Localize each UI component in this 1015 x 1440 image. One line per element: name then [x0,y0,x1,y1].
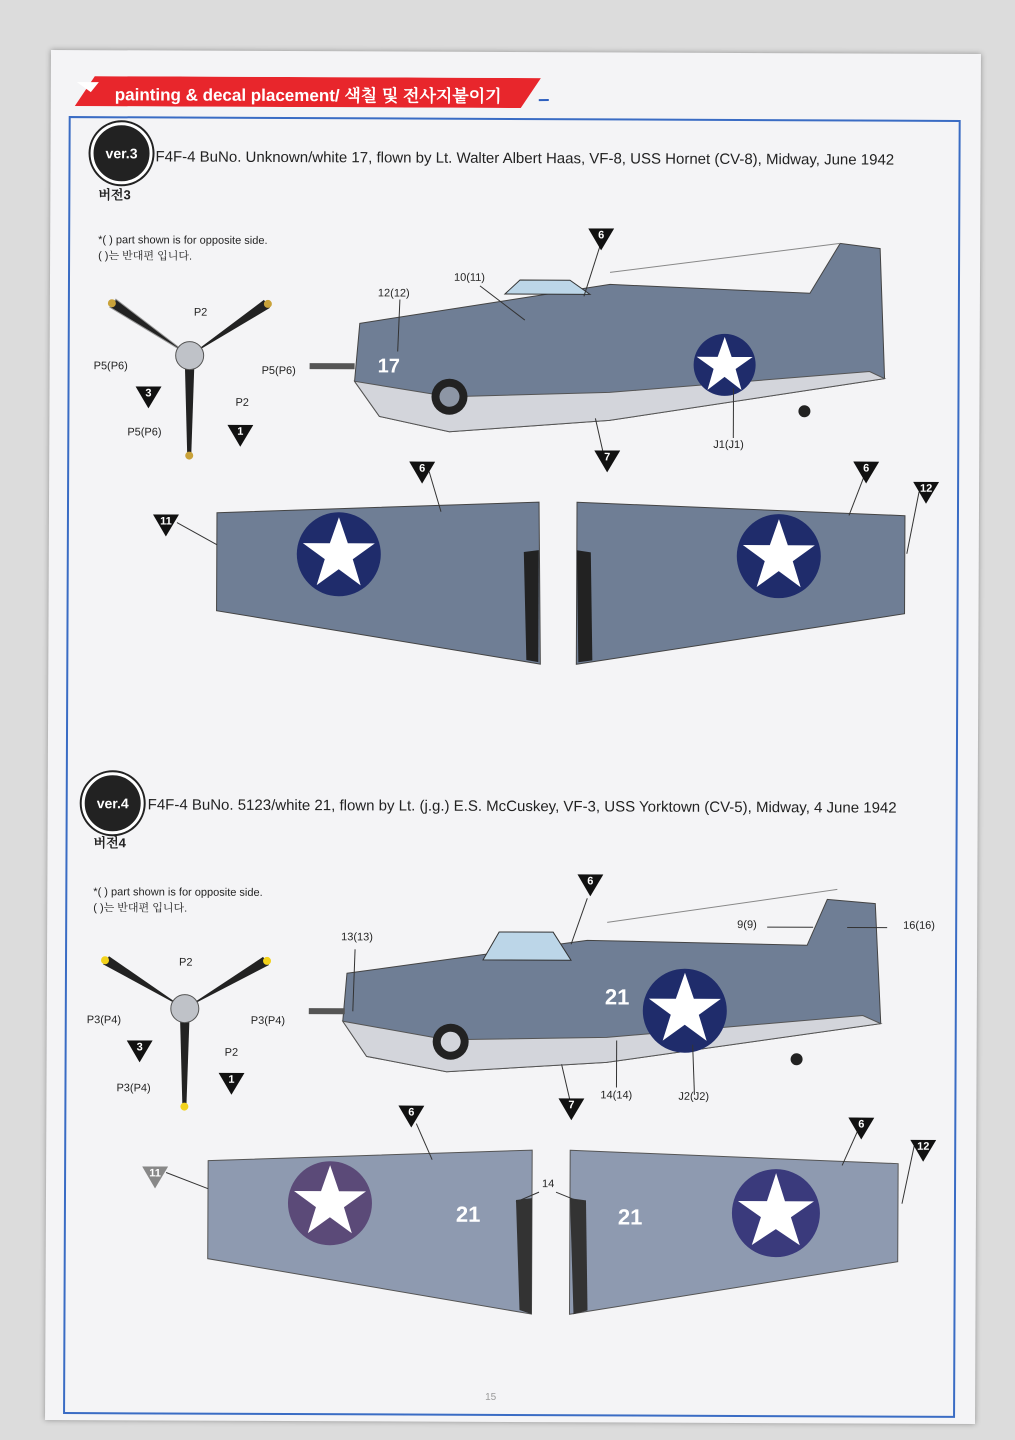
step-marker: 6 [577,874,603,896]
step-marker: 1 [218,1073,244,1095]
step-marker: 7 [594,450,620,472]
propeller-blade [101,956,185,1008]
decal-label: J1(J1) [713,438,744,452]
header-title: painting & decal placement/ 색칠 및 전사지붙이기 [114,85,502,106]
prop-label: P2 [224,1046,239,1059]
prop-label: P2 [235,396,249,409]
ver4-fuselage-side [309,887,882,1073]
prop-label: P5(P6) [127,426,162,439]
step-marker: 7 [558,1098,584,1120]
step-marker: 6 [848,1117,874,1139]
propeller-blade [179,1009,189,1111]
note-english: *( ) part shown is for opposite side. [98,234,268,247]
step-marker: 1 [227,425,253,447]
fuselage-number: 17 [377,355,400,378]
decal-label: 14 [542,1178,555,1191]
decal-label: 12(12) [377,287,410,300]
wing-number: 21 [455,1201,481,1227]
prop-label: P3(P4) [250,1014,286,1028]
decal-label: 9(9) [737,918,757,932]
prop-label: P5(P6) [261,364,296,378]
fuselage-number: 21 [604,984,630,1010]
step-marker: 11 [142,1166,168,1188]
step-marker: 12 [913,482,939,504]
ver4-fuselage-roundel [643,969,727,1053]
step-marker: 12 [910,1140,936,1162]
decal-label: J2(J2) [678,1090,710,1103]
note-korean: ( )는 반대편 입니다. [93,902,188,915]
instruction-sheet [45,50,981,1424]
step-marker: 6 [588,228,614,250]
version-title: F4F-4 BuNo. 5123/white 21, flown by Lt. (j.g.) E.S. McCuskey, VF-3, USS Yorktown (CV-5), Midway, 4 June 1942 [147,796,897,817]
prop-label: P5(P6) [93,360,128,373]
step-marker: 6 [398,1106,424,1128]
prop-label: P2 [178,956,193,969]
wing-number: 21 [617,1204,643,1230]
page-number: 15 [485,1391,497,1403]
decal-label: 16(16) [903,919,936,932]
step-marker: 3 [127,1040,153,1062]
note-english: *( ) part shown is for opposite side. [93,886,263,899]
step-marker: 6 [853,461,879,483]
prop-label: P3(P4) [86,1014,122,1027]
propeller-hub [171,995,199,1023]
step-marker: 11 [153,514,179,536]
ver4-left-wing [207,1149,532,1314]
decal-label: 13(13) [341,931,373,944]
ver4-artwork [45,50,981,1424]
note-korean: ( )는 반대편 입니다. [98,250,193,263]
prop-label: P3(P4) [116,1082,151,1095]
propeller-blade [185,957,271,1009]
prop-label: P2 [193,306,208,319]
decal-label: 14(14) [600,1089,633,1102]
step-marker: 6 [409,462,435,484]
version-badge: ver.3 [90,122,152,184]
step-marker: 3 [135,386,161,408]
version-badge: ver.4 [82,772,144,834]
ver4-right-wing [569,1150,898,1315]
version-sub-label: 버전3 [98,187,131,203]
version-sub-label: 버전4 [93,835,126,851]
version-title: F4F-4 BuNo. Unknown/white 17, flown by Lt. Walter Albert Haas, VF-8, USS Hornet (CV-8), Midway, June 1942 [155,148,895,169]
decal-label: 10(11) [453,271,486,284]
